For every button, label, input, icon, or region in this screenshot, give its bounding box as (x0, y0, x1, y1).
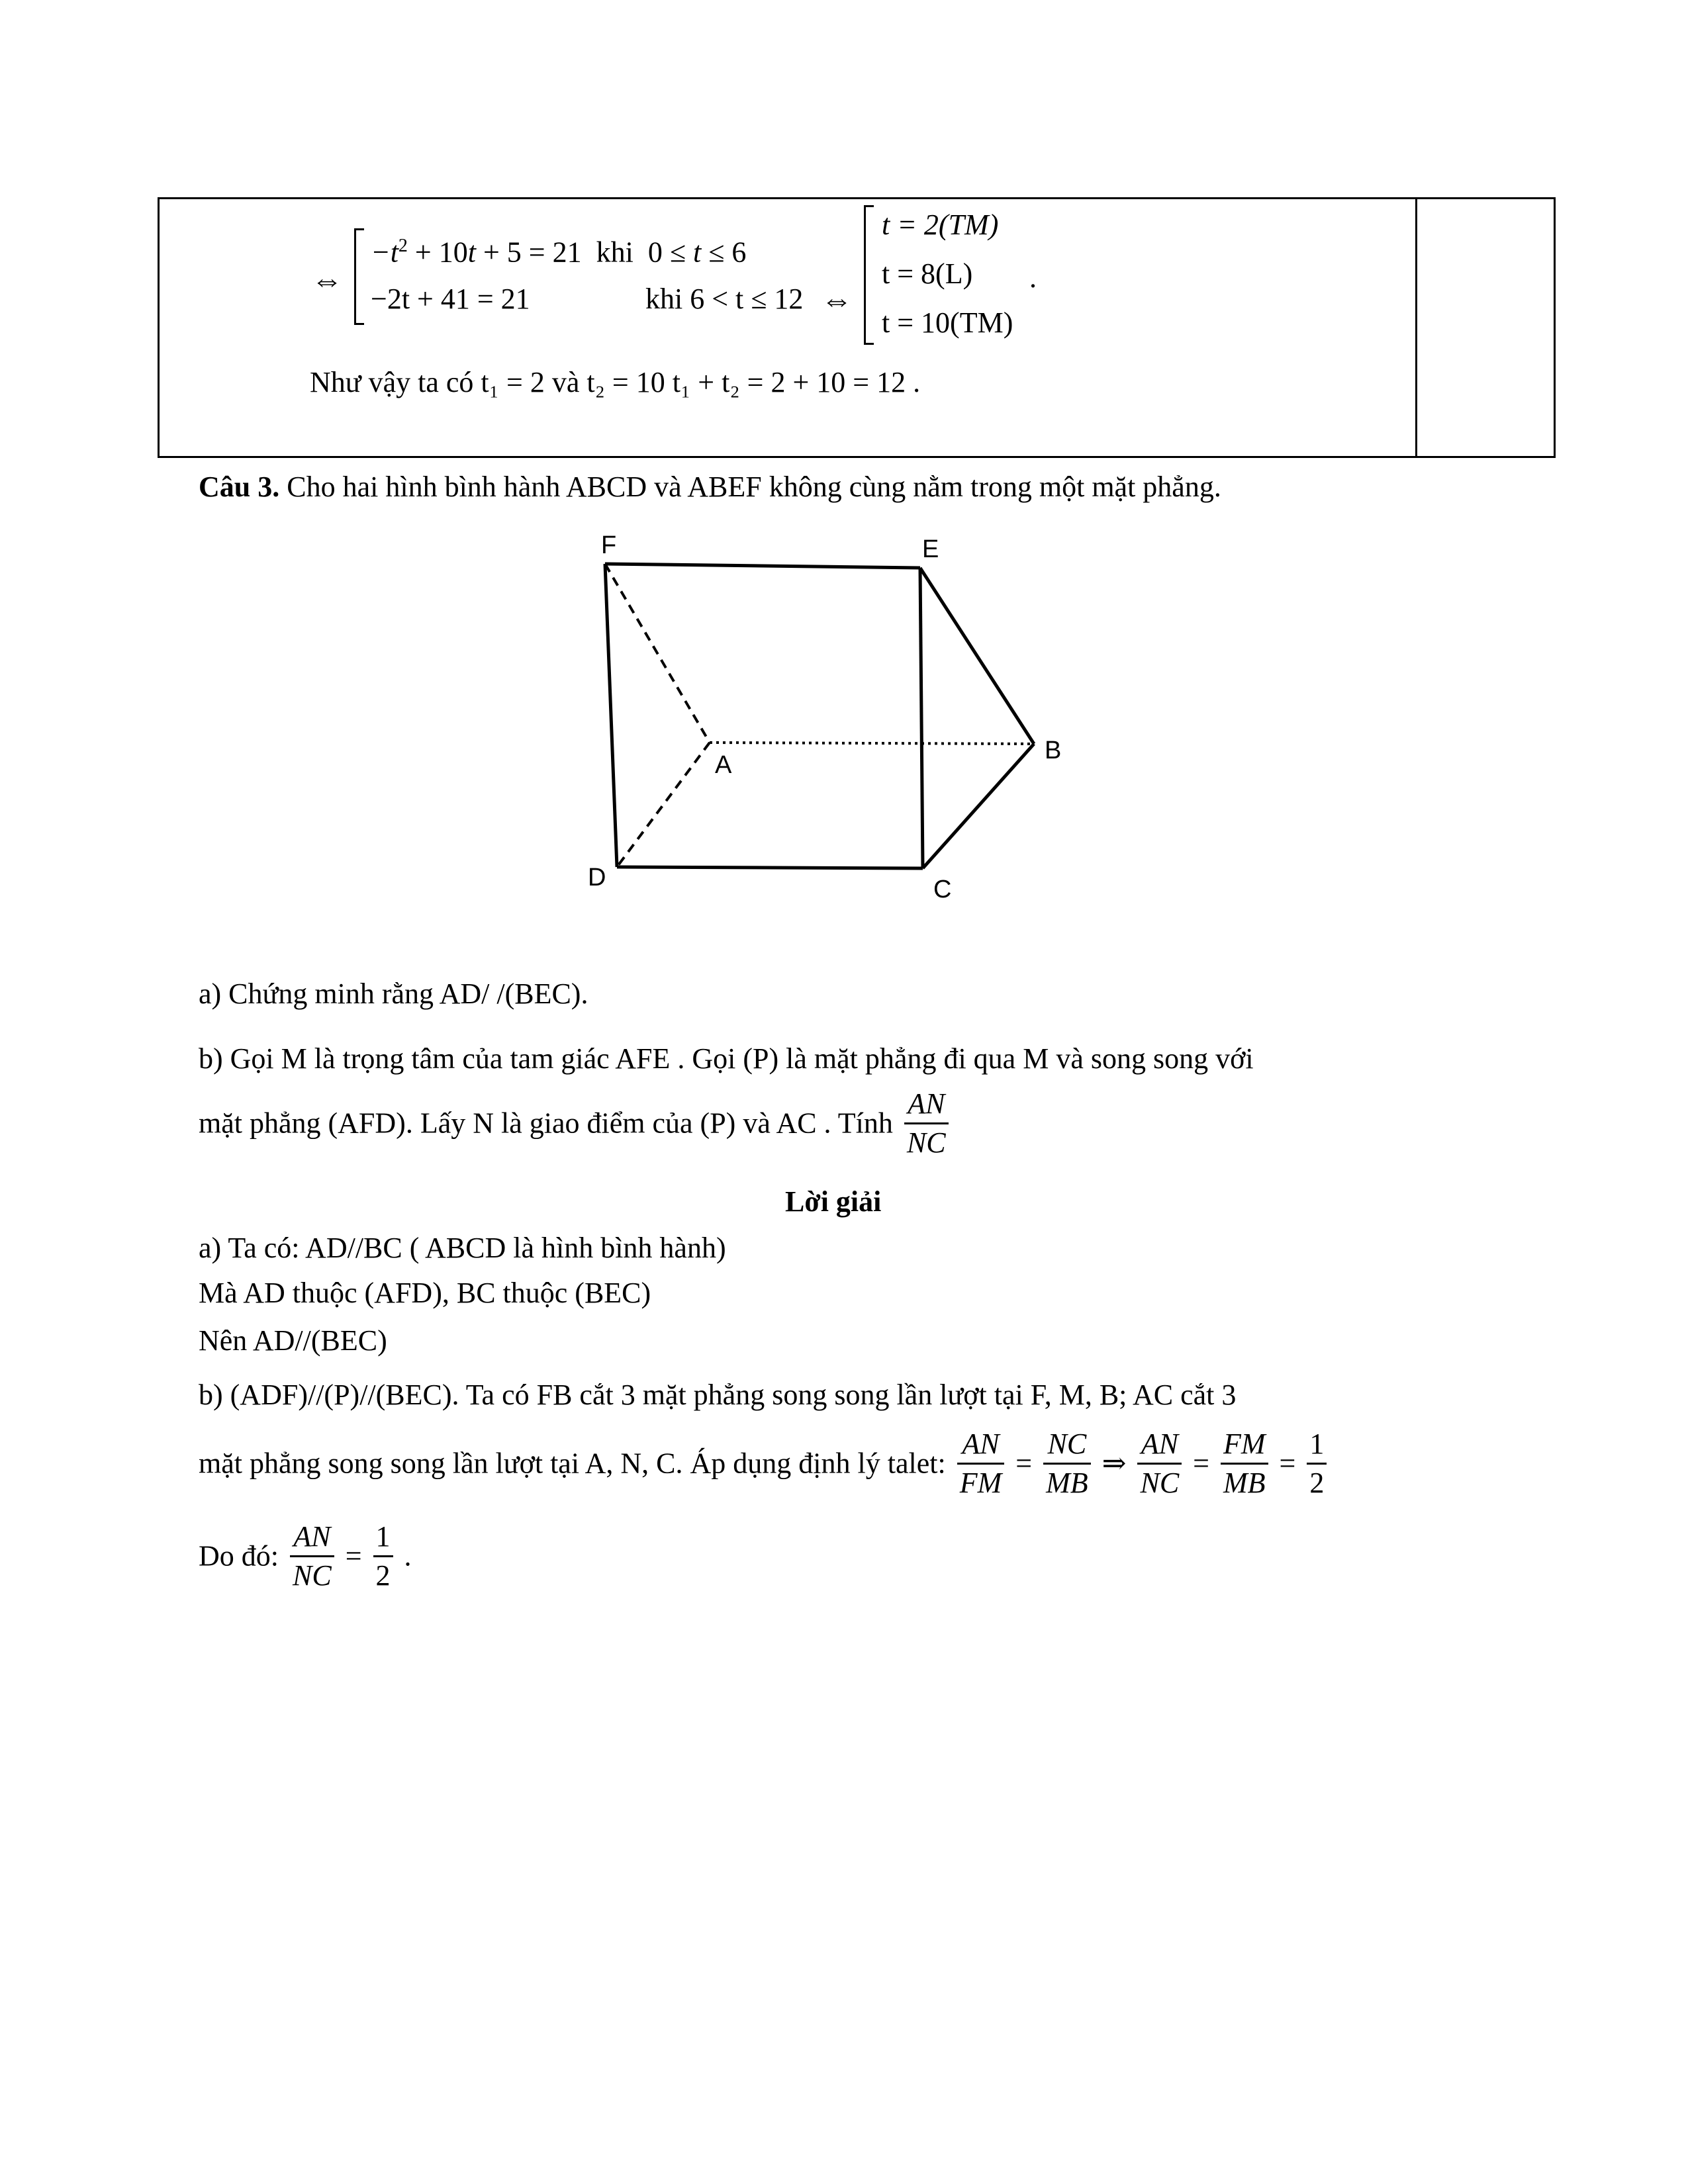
edge-EB (920, 568, 1034, 744)
frac-an-fm: $\frac{AN}{FM}$ (957, 1430, 1005, 1498)
label-C: C (933, 876, 952, 903)
edge-AD (617, 743, 710, 867)
part-b-text: mặt phẳng (AFD). Lấy N là giao điểm của (P) và AC . Tính (199, 1107, 893, 1140)
fraction-an-nc: $\frac{AN}{NC}$ (904, 1089, 949, 1158)
edge-EC (920, 568, 923, 868)
solution-2: t = 8(L) (882, 257, 973, 290)
frac-fm-mb: $\frac{FM}{MB}$ (1221, 1430, 1268, 1498)
equation-row-2-cond: khi 6 < t ≤ 12 (645, 283, 804, 315)
solution-line-5: mặt phẳng song song lần lượt tại A, N, C. Áp dụng định lý talet: $\frac{AN}{FM}$ = $\frac{NC}{MB}$ ⇒ $\frac{AN}{NC}$ = $\frac{FM}{MB}$ = $\frac{1}{2}$ (199, 1430, 1331, 1498)
frac-an-nc-final: $\frac{AN}{NC}$ (290, 1522, 334, 1590)
solution-1: t = 2(TM) (882, 208, 999, 241)
edge-DC (617, 867, 923, 868)
edge-FE (605, 564, 920, 568)
label-E: E (922, 535, 939, 563)
frac-1-2-final: $\frac{1}{2}$ (373, 1522, 393, 1590)
period: . (1029, 261, 1037, 294)
equation-row-2: −2t + 41 = 21 (371, 283, 530, 315)
solution-line-3: Nên AD//(BEC) (199, 1324, 387, 1357)
solution-line-6: Do đó: $\frac{AN}{NC}$ = $\frac{1}{2}$ . (199, 1520, 412, 1592)
edge-FA (605, 564, 710, 743)
label-B: B (1045, 737, 1062, 764)
part-a: a) Chứng minh rằng AD/ /(BEC). (199, 978, 588, 1010)
edge-FD (605, 564, 617, 867)
frac-an-nc: $\frac{AN}{NC}$ (1137, 1430, 1182, 1498)
question-text: Cho hai hình bình hành ABCD và ABEF không cùng nằm trong một mặt phẳng. (287, 471, 1221, 503)
equiv-symbol-2: ⇔ (821, 283, 853, 318)
label-D: D (588, 864, 606, 891)
solution-line-2: Mà AD thuộc (AFD), BC thuộc (BEC) (199, 1277, 651, 1309)
conclusion: Như vậy ta có t₁ = 2 và t₂ = 10 t₁ + t₂ = 2 + 10 = 12 . (310, 366, 921, 398)
question-label: Câu 3. (199, 471, 280, 503)
edge-CB (923, 744, 1034, 868)
solution-title: Lời giải (785, 1185, 882, 1218)
part-b-line2 (199, 1089, 953, 1158)
edge-AB (710, 743, 1034, 744)
equation-row-1: $-t^2 + 10t + 5 = 21$ khi 0 ≤ t ≤ 6 (371, 236, 747, 269)
solution-line-1: a) Ta có: AD//BC ( ABCD là hình bình hành) (199, 1232, 726, 1264)
solution-3: t = 10(TM) (882, 306, 1013, 339)
solution-line-4: b) (ADF)//(P)//(BEC). Ta có FB cắt 3 mặt phẳng song song lần lượt tại F, M, B; AC cắt 3 (199, 1379, 1237, 1411)
label-F: F (601, 531, 617, 559)
label-A: A (715, 751, 732, 779)
equiv-symbol-1: ⇔ (311, 263, 343, 298)
frac-nc-mb: $\frac{NC}{MB}$ (1043, 1430, 1091, 1498)
part-b-line1: b) Gọi M là trọng tâm của tam giác AFE . Gọi (P) là mặt phẳng đi qua M và song song với (199, 1042, 1254, 1075)
frac-1-2: $\frac{1}{2}$ (1307, 1430, 1327, 1498)
